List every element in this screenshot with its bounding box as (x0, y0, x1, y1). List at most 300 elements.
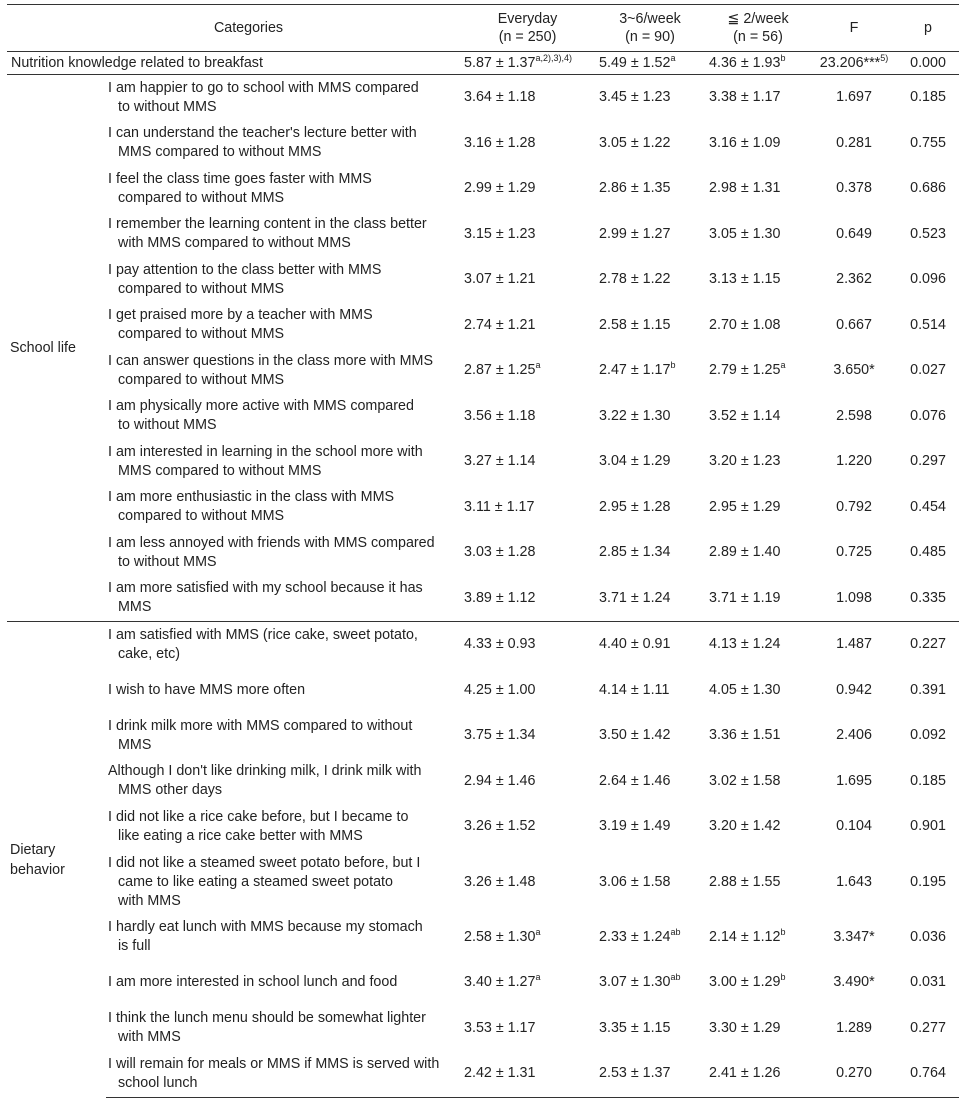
cell-p: 0.076 (910, 407, 946, 424)
cell-low (705, 713, 811, 759)
cell-low-value: 2.14 ± 1.12 (709, 928, 781, 945)
header-categories: Categories (7, 5, 460, 52)
statement-line-2: to without MMS (118, 98, 217, 115)
statement-line-1: I am physically more active with MMS compared (108, 398, 414, 415)
cell-everyday (460, 212, 595, 258)
statement-line-1: I hardly eat lunch with MMS because my stomach (108, 919, 423, 936)
cell-everyday-value: 2.58 ± 1.30 (464, 928, 536, 945)
header-low-n: (n = 56) (733, 29, 783, 45)
cell-everyday (460, 530, 595, 576)
cell-low (705, 960, 811, 1006)
cell-mid-value: 4.14 ± 1.11 (599, 681, 670, 698)
cell-low (705, 348, 811, 394)
cell-f: 2.406 (836, 727, 872, 744)
cell-mid (595, 439, 705, 485)
cell-everyday (460, 622, 595, 668)
cell-everyday (460, 960, 595, 1006)
cell-mid-value: 2.64 ± 1.46 (599, 772, 671, 789)
cell-mid (595, 530, 705, 576)
cell-mid (595, 166, 705, 212)
header-p: p (897, 5, 959, 52)
nutrition-mid-value: 5.49 ± 1.52 (599, 54, 671, 71)
cell-mid-value: 2.33 ± 1.24 (599, 928, 671, 945)
nutrition-low (705, 52, 811, 75)
cell-everyday-value: 3.75 ± 1.34 (464, 727, 536, 744)
cell-mid-value: 3.45 ± 1.23 (599, 89, 671, 106)
cell-p: 0.901 (910, 818, 946, 835)
statement (106, 713, 460, 759)
cell-f: 2.598 (836, 407, 872, 424)
cell-everyday-value: 3.40 ± 1.27 (464, 974, 536, 991)
statement-line-2: is full (118, 938, 151, 955)
cell-low-value: 2.88 ± 1.55 (709, 873, 781, 890)
cell-f: 0.378 (836, 180, 872, 197)
cell-everyday (460, 439, 595, 485)
cell-low-value: 3.02 ± 1.58 (709, 772, 781, 789)
cell-low (705, 75, 811, 121)
cell-mid (595, 303, 705, 349)
table-row (7, 166, 959, 212)
results-table (7, 4, 959, 1098)
cell-mid (595, 1051, 705, 1097)
cell-everyday-sup: a (535, 360, 541, 371)
cell-mid-value: 2.78 ± 1.22 (599, 271, 671, 288)
statement-line-1: I drink milk more with MMS compared to without (108, 717, 413, 734)
cell-low (705, 915, 811, 961)
cell-low-value: 3.71 ± 1.19 (709, 589, 781, 606)
cell-mid-value: 4.40 ± 0.91 (599, 636, 671, 653)
cell-everyday-value: 3.64 ± 1.18 (464, 89, 536, 106)
header-everyday-label: Everyday (497, 11, 558, 27)
cell-low (705, 1006, 811, 1052)
cell-everyday-value: 4.33 ± 0.93 (464, 636, 536, 653)
cell-f: 0.104 (836, 818, 872, 835)
statement (106, 439, 460, 485)
header-f: F (811, 5, 897, 52)
cell-low (705, 485, 811, 531)
cell-low-value: 2.41 ± 1.26 (709, 1065, 781, 1082)
header-mid (595, 5, 705, 52)
cell-everyday-value: 2.42 ± 1.31 (464, 1065, 536, 1082)
table-row (7, 1051, 959, 1097)
cell-mid-value: 3.22 ± 1.30 (599, 407, 671, 424)
cell-p: 0.277 (910, 1019, 946, 1036)
table-row (7, 915, 959, 961)
cell-f: 1.695 (836, 772, 872, 789)
cell-f: 1.697 (836, 89, 872, 106)
cell-p: 0.195 (910, 873, 946, 890)
nutrition-f-sup: 5) (880, 52, 889, 63)
table-row (7, 348, 959, 394)
statement-line-1: I am more interested in school lunch and food (108, 974, 398, 991)
cell-mid (595, 1006, 705, 1052)
cell-p: 0.764 (897, 1051, 959, 1097)
cell-everyday (460, 1006, 595, 1052)
statement-line-2: to without MMS (118, 417, 217, 434)
cell-p: 0.335 (910, 589, 946, 606)
nutrition-row (7, 52, 959, 75)
cell-low-value: 2.98 ± 1.31 (709, 180, 781, 197)
nutrition-p: 0.000 (897, 52, 959, 75)
cell-mid-value: 3.05 ± 1.22 (599, 134, 671, 151)
table-row (7, 960, 959, 1006)
table-row (7, 121, 959, 167)
cell-p: 0.755 (910, 134, 946, 151)
statement (106, 759, 460, 805)
statement (106, 303, 460, 349)
cell-mid-value: 2.47 ± 1.17 (599, 362, 671, 379)
cell-everyday-value: 3.11 ± 1.17 (464, 498, 535, 515)
cell-f: 0.667 (836, 316, 872, 333)
cell-mid (595, 212, 705, 258)
cell-mid-value: 3.50 ± 1.42 (599, 727, 671, 744)
cell-p: 0.391 (910, 681, 946, 698)
cell-low (705, 530, 811, 576)
cell-p: 0.297 (910, 453, 946, 470)
statement-line-1: I am interested in learning in the school more with (108, 443, 423, 460)
header-everyday (460, 5, 595, 52)
cell-p: 0.686 (910, 180, 946, 197)
cell-p: 0.036 (910, 928, 946, 945)
cell-everyday (460, 348, 595, 394)
table-row (7, 485, 959, 531)
cell-everyday-value: 3.56 ± 1.18 (464, 407, 536, 424)
statement (106, 75, 460, 121)
cell-everyday-value: 4.25 ± 1.00 (464, 681, 536, 698)
cell-mid (595, 121, 705, 167)
statement-line-1: I feel the class time goes faster with MMS (108, 170, 372, 187)
cell-low (705, 121, 811, 167)
statement-line-1: I am less annoyed with friends with MMS compared (108, 534, 435, 551)
cell-f: 1.220 (836, 453, 872, 470)
cell-f: 0.270 (811, 1051, 897, 1097)
cell-low (705, 668, 811, 714)
cell-everyday (460, 121, 595, 167)
statement-line-2: MMS compared to without MMS (118, 462, 322, 479)
cell-everyday-value: 3.16 ± 1.28 (464, 134, 536, 151)
statement (106, 1051, 460, 1097)
cell-low (705, 759, 811, 805)
nutrition-everyday-value: 5.87 ± 1.37 (464, 54, 536, 71)
statement-line-1: I am more satisfied with my school because it has (108, 580, 423, 597)
cell-f: 1.643 (836, 873, 872, 890)
cell-mid-value: 2.53 ± 1.37 (599, 1065, 671, 1082)
cell-mid-value: 3.35 ± 1.15 (599, 1019, 671, 1036)
cell-everyday-value: 3.89 ± 1.12 (464, 589, 536, 606)
statement-line-1: I get praised more by a teacher with MMS (108, 307, 373, 324)
statement-line-2: cake, etc) (118, 645, 180, 662)
cell-f: 0.792 (836, 498, 872, 515)
nutrition-everyday (460, 52, 595, 75)
cell-p: 0.185 (910, 89, 946, 106)
statement-line-2: MMS other days (118, 782, 223, 799)
cell-everyday (460, 257, 595, 303)
statement (106, 668, 460, 714)
cell-p: 0.031 (910, 974, 946, 991)
cell-p: 0.523 (910, 225, 946, 242)
cell-everyday (460, 759, 595, 805)
cell-low-value: 3.20 ± 1.23 (709, 453, 781, 470)
table-row (7, 759, 959, 805)
header-mid-label: 3~6/week (619, 11, 681, 27)
cell-f: 0.281 (836, 134, 872, 151)
statement (106, 850, 460, 915)
cell-mid-value: 2.85 ± 1.34 (599, 544, 671, 561)
cell-everyday-value: 2.74 ± 1.21 (464, 316, 536, 333)
cell-mid (595, 622, 705, 668)
cell-low-value: 3.38 ± 1.17 (709, 89, 781, 106)
cell-low-sup: a (780, 360, 786, 371)
cell-f: 0.649 (836, 225, 872, 242)
cell-low-value: 3.20 ± 1.42 (709, 818, 781, 835)
statement-line-1: I am satisfied with MMS (rice cake, sweet potato, (108, 626, 418, 643)
statement (106, 257, 460, 303)
cell-low-sup: b (780, 926, 786, 937)
statement-line-2: with MMS compared to without MMS (118, 235, 351, 252)
cell-everyday-value: 3.03 ± 1.28 (464, 544, 536, 561)
cell-everyday (460, 166, 595, 212)
cell-low (705, 166, 811, 212)
statement (106, 212, 460, 258)
cell-mid (595, 850, 705, 915)
statement-line-2: like eating a rice cake better with MMS (118, 827, 363, 844)
cell-mid (595, 960, 705, 1006)
table-row (7, 303, 959, 349)
header-low-label: ≦ 2/week (727, 11, 789, 27)
header-row (7, 5, 959, 52)
cell-f: 1.487 (811, 622, 897, 668)
cell-everyday-value: 3.27 ± 1.14 (464, 453, 536, 470)
statement-line-1: I will remain for meals or MMS if MMS is served with (108, 1055, 440, 1072)
cell-low-value: 3.36 ± 1.51 (709, 727, 781, 744)
cell-everyday-sup: a (535, 972, 541, 983)
statement-line-1: I can answer questions in the class more with MMS (108, 352, 433, 369)
statement (106, 485, 460, 531)
statement-line-2: compared to without MMS (118, 326, 285, 343)
cell-p: 0.485 (910, 544, 946, 561)
cell-f: 1.098 (836, 589, 872, 606)
header-everyday-n: (n = 250) (498, 29, 557, 45)
cell-low-value: 3.05 ± 1.30 (709, 225, 781, 242)
cell-mid (595, 485, 705, 531)
cell-everyday (460, 1051, 595, 1097)
cell-p: 0.027 (910, 362, 946, 379)
cell-everyday (460, 576, 595, 622)
statement (106, 804, 460, 850)
table-row (7, 576, 959, 622)
statement-line-2: compared to without MMS (118, 189, 285, 206)
cell-everyday-value: 3.07 ± 1.21 (464, 271, 536, 288)
table-row (7, 394, 959, 440)
cell-everyday (460, 850, 595, 915)
statement (106, 166, 460, 212)
statement (106, 121, 460, 167)
statement (106, 576, 460, 622)
cell-low-value: 2.95 ± 1.29 (709, 498, 781, 515)
statement-line-2: compared to without MMS (118, 280, 285, 297)
statement-line-1: I am more enthusiastic in the class with MMS (108, 489, 395, 506)
nutrition-low-sup: b (780, 52, 786, 63)
table-row (7, 668, 959, 714)
nutrition-f-value: 23.206*** (819, 54, 881, 71)
cell-p: 0.092 (910, 727, 946, 744)
cell-mid-sup: b (670, 360, 676, 371)
cell-f: 2.362 (836, 271, 872, 288)
cell-mid-value: 3.19 ± 1.49 (599, 818, 671, 835)
statement-line-2: with MMS (118, 1029, 181, 1046)
cell-f: 3.347* (833, 928, 875, 945)
cell-low (705, 439, 811, 485)
cell-low-value: 2.89 ± 1.40 (709, 544, 781, 561)
statement-line-1: I think the lunch menu should be somewhat lighter (108, 1010, 426, 1027)
cell-low-value: 3.13 ± 1.15 (709, 271, 781, 288)
statement-line-2: school lunch (118, 1074, 198, 1091)
cell-everyday (460, 713, 595, 759)
cell-low (705, 576, 811, 622)
cell-low-sup: b (780, 972, 786, 983)
statement-line-2: MMS (118, 736, 152, 753)
cell-mid (595, 915, 705, 961)
cell-p: 0.096 (910, 271, 946, 288)
header-mid-n: (n = 90) (625, 29, 675, 45)
statement-line-1: I can understand the teacher's lecture better with (108, 125, 417, 142)
cell-low-value: 2.70 ± 1.08 (709, 316, 781, 333)
table-row (7, 804, 959, 850)
statement (106, 530, 460, 576)
table-row (7, 1006, 959, 1052)
table-row (7, 622, 959, 668)
statement-line-2: came to like eating a steamed sweet potato (118, 873, 393, 890)
cell-low-value: 3.00 ± 1.29 (709, 974, 781, 991)
cell-everyday-value: 2.99 ± 1.29 (464, 180, 536, 197)
cell-low (705, 257, 811, 303)
statement (106, 394, 460, 440)
cell-mid-sup: ab (670, 972, 681, 983)
table-row (7, 439, 959, 485)
cell-mid (595, 668, 705, 714)
statement-line-2: to without MMS (118, 553, 217, 570)
statement (106, 960, 460, 1006)
statement-line-2: MMS (118, 599, 152, 616)
cell-mid (595, 75, 705, 121)
statement-line-1: I did not like a steamed sweet potato before, but I (108, 854, 421, 871)
cell-low-value: 3.30 ± 1.29 (709, 1019, 781, 1036)
cell-everyday (460, 915, 595, 961)
cell-mid-value: 3.04 ± 1.29 (599, 453, 671, 470)
cell-p: 0.454 (910, 498, 946, 515)
cell-mid-value: 3.71 ± 1.24 (599, 589, 671, 606)
header-low (705, 5, 811, 52)
statement (106, 915, 460, 961)
nutrition-mid (595, 52, 705, 75)
statement-line-1: I remember the learning content in the class better (108, 216, 427, 233)
cell-everyday (460, 485, 595, 531)
cell-f: 1.289 (836, 1019, 872, 1036)
cell-low-value: 4.13 ± 1.24 (709, 636, 781, 653)
statement (106, 1006, 460, 1052)
cell-everyday-value: 3.26 ± 1.52 (464, 818, 536, 835)
cell-f: 0.942 (836, 681, 872, 698)
statement-line-2: compared to without MMS (118, 371, 285, 388)
nutrition-low-value: 4.36 ± 1.93 (709, 54, 781, 71)
nutrition-label: Nutrition knowledge related to breakfast (7, 52, 460, 75)
cell-low-value: 3.16 ± 1.09 (709, 134, 781, 151)
table-row (7, 850, 959, 915)
cell-mid-value: 3.07 ± 1.30 (599, 974, 671, 991)
cell-f: 0.725 (836, 544, 872, 561)
table-row (7, 212, 959, 258)
nutrition-f (811, 52, 897, 75)
cell-p: 0.227 (897, 622, 959, 668)
cell-everyday-value: 2.87 ± 1.25 (464, 362, 536, 379)
cell-everyday-sup: a (535, 926, 541, 937)
table-row (7, 75, 959, 121)
cell-low (705, 622, 811, 668)
cell-f: 3.490* (833, 974, 875, 991)
cell-mid (595, 394, 705, 440)
statement-line-2: compared to without MMS (118, 508, 285, 525)
cell-mid-sup: ab (670, 926, 681, 937)
cell-everyday-value: 3.26 ± 1.48 (464, 873, 536, 890)
cell-everyday (460, 75, 595, 121)
statement (106, 348, 460, 394)
statement (106, 622, 460, 668)
cell-low-value: 4.05 ± 1.30 (709, 681, 781, 698)
nutrition-everyday-sup: a,2),3),4) (535, 52, 572, 63)
statement-line-1: I did not like a rice cake before, but I became to (108, 808, 409, 825)
cell-mid-value: 3.06 ± 1.58 (599, 873, 671, 890)
cell-low-value: 3.52 ± 1.14 (709, 407, 781, 424)
statement-line-1: I am happier to go to school with MMS compared (108, 79, 419, 96)
cell-f: 3.650* (833, 362, 875, 379)
cell-low (705, 303, 811, 349)
cell-mid-value: 2.86 ± 1.35 (599, 180, 671, 197)
cell-everyday (460, 303, 595, 349)
cell-mid (595, 713, 705, 759)
table-row (7, 713, 959, 759)
cell-mid-value: 2.95 ± 1.28 (599, 498, 671, 515)
cell-low (705, 1051, 811, 1097)
cell-mid (595, 576, 705, 622)
cell-low (705, 850, 811, 915)
cell-everyday-value: 3.53 ± 1.17 (464, 1019, 536, 1036)
nutrition-mid-sup: a (670, 52, 676, 63)
cell-low (705, 212, 811, 258)
table-row (7, 530, 959, 576)
statement-line-3: with MMS (118, 892, 181, 909)
cell-everyday (460, 804, 595, 850)
cell-everyday-value: 2.94 ± 1.46 (464, 772, 536, 789)
cell-mid-value: 2.58 ± 1.15 (599, 316, 671, 333)
cell-low-value: 2.79 ± 1.25 (709, 362, 781, 379)
cell-low (705, 804, 811, 850)
statement-line-1: Although I don't like drinking milk, I drink milk with (108, 763, 422, 780)
cell-mid (595, 257, 705, 303)
cell-mid (595, 804, 705, 850)
cell-mid-value: 2.99 ± 1.27 (599, 225, 671, 242)
cell-mid (595, 759, 705, 805)
group-label: Dietary behavior (7, 622, 106, 1098)
table-row (7, 257, 959, 303)
cell-low (705, 394, 811, 440)
cell-mid (595, 348, 705, 394)
statement-line-1: I pay attention to the class better with MMS (108, 261, 382, 278)
statement-line-2: MMS compared to without MMS (118, 144, 322, 161)
cell-everyday (460, 394, 595, 440)
cell-p: 0.185 (910, 772, 946, 789)
statement-line-1: I wish to have MMS more often (108, 681, 306, 698)
cell-everyday-value: 3.15 ± 1.23 (464, 225, 536, 242)
